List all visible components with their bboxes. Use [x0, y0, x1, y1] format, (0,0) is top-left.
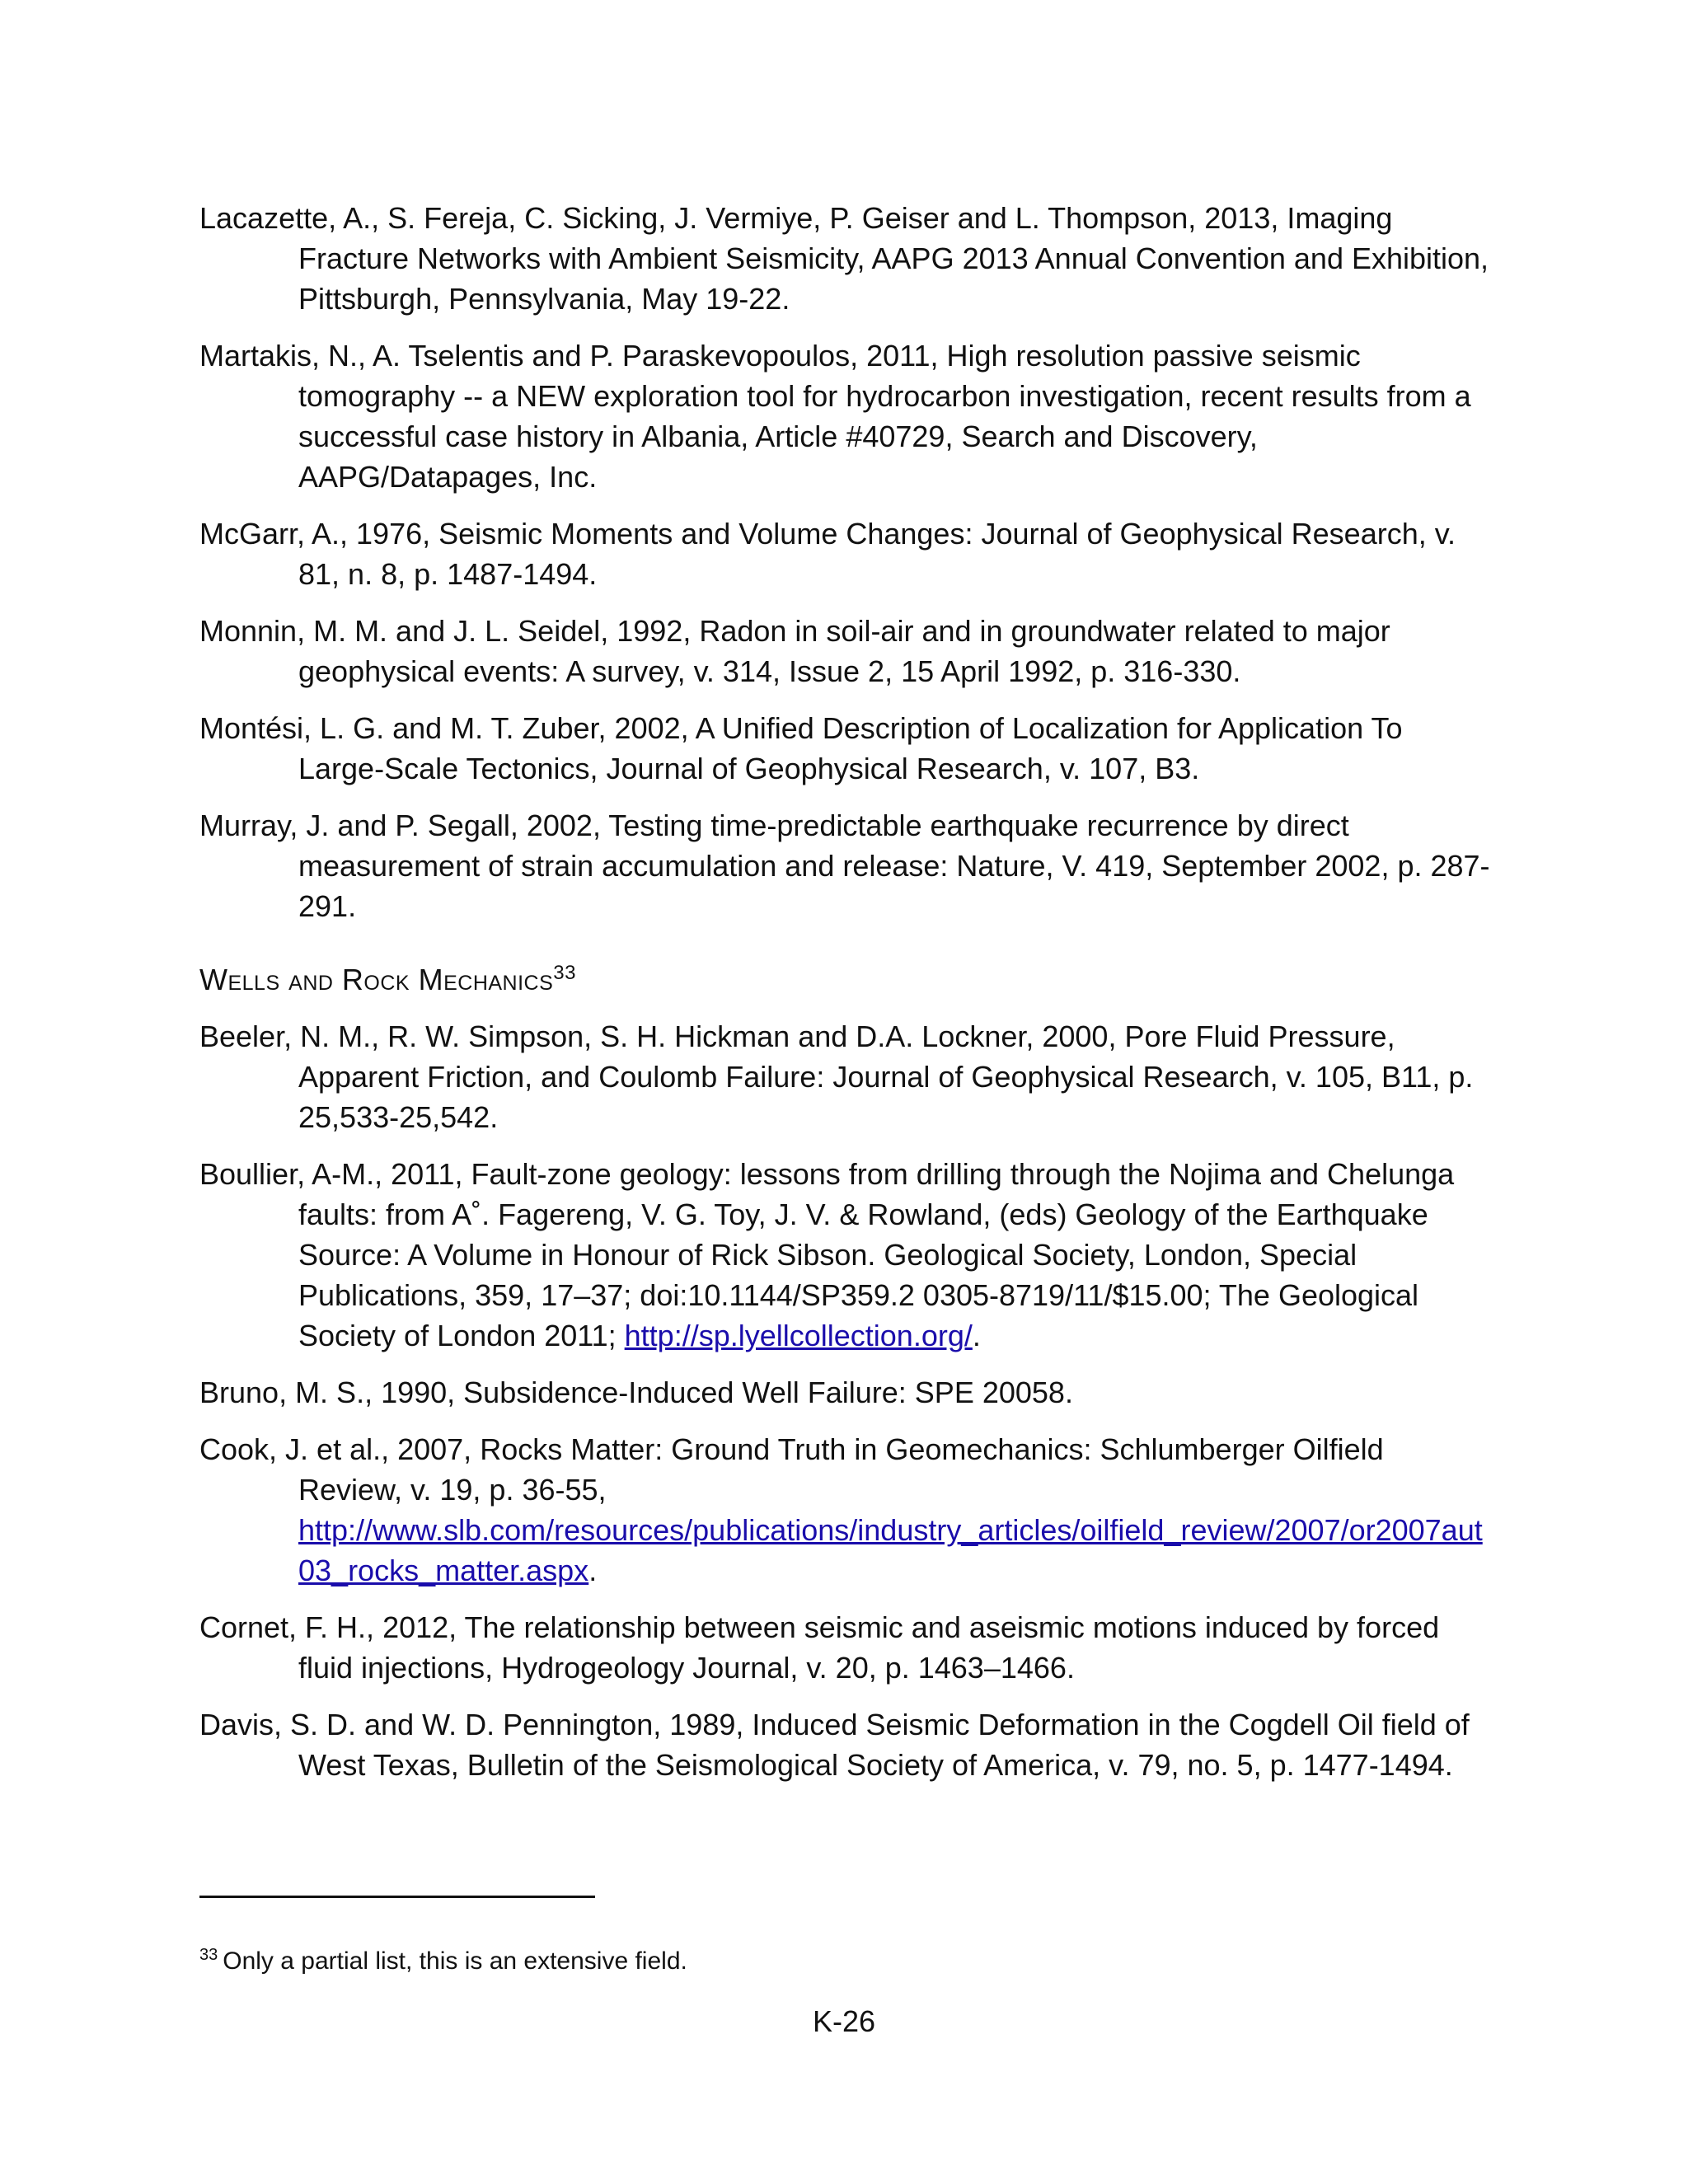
reference-link[interactable]: http://www.slb.com/resources/publications/industry_articles/oilfield_review/2007/or2007aut03_rocks_matter.aspx [298, 1513, 1483, 1587]
page-number: K-26 [812, 2004, 876, 2038]
reference-entry: Beeler, N. M., R. W. Simpson, S. H. Hickman and D.A. Lockner, 2000, Pore Fluid Pressure, Apparent Friction, and Coulomb Failure: Journal of Geophysical Research, v. 105, B11, p. 25,533-25,542. [199, 1019, 1474, 1134]
footnote-marker: 33 [199, 1946, 218, 1964]
footnote-text: Only a partial list, this is an extensive field. [223, 1947, 687, 1975]
reference-entry: Murray, J. and P. Segall, 2002, Testing time-predictable earthquake recurrence by direct measurement of strain accumulation and release: Nature, V. 419, September 2002, p. 287-291. [199, 808, 1490, 923]
section-heading [199, 959, 1495, 1000]
reference-entry: Martakis, N., A. Tselentis and P. Paraskevopoulos, 2011, High resolution passive seismic tomography -- a NEW exploration tool for hydrocarbon investigation, recent results from a successful case history in Albania, Article #40729, Search and Discovery, AAPG/Datapages, Inc. [199, 339, 1471, 494]
reference-link[interactable]: http://sp.lyellcollection.org/ [624, 1319, 973, 1352]
reference-entry [199, 1429, 1495, 1591]
reference-entry: Montési, L. G. and M. T. Zuber, 2002, A Unified Description of Localization for Application To Large-Scale Tectonics, Journal of Geophysical Research, v. 107, B3. [199, 711, 1403, 785]
footnote [199, 1945, 687, 1978]
reference-entry: Lacazette, A., S. Fereja, C. Sicking, J. Vermiye, P. Geiser and L. Thompson, 2013, Imaging Fracture Networks with Ambient Seismicity, AAPG 2013 Annual Convention and Exhibition, Pittsburgh, Pennsylvania, May 19-22. [199, 201, 1489, 316]
reference-text: Cook, J. et al., 2007, Rocks Matter: Ground Truth in Geomechanics: Schlumberger Oilfield Review, v. 19, p. 36-55, [199, 1432, 1384, 1507]
references-content [199, 198, 1495, 1802]
reference-entry: McGarr, A., 1976, Seismic Moments and Volume Changes: Journal of Geophysical Research, v. 81, n. 8, p. 1487-1494. [199, 517, 1456, 591]
footnote-reference[interactable]: 33 [553, 962, 576, 984]
footnote-divider [199, 1896, 595, 1898]
section-heading-text: Wells and Rock Mechanics [199, 963, 554, 996]
reference-tail: . [972, 1319, 981, 1352]
reference-entry: Davis, S. D. and W. D. Pennington, 1989, Induced Seismic Deformation in the Cogdell Oil field of West Texas, Bulletin of the Seismological Society of America, v. 79, no. 5, p. 1477-1494. [199, 1708, 1470, 1782]
reference-entry: Cornet, F. H., 2012, The relationship between seismic and aseismic motions induced by forced fluid injections, Hydrogeology Journal, v. 20, p. 1463–1466. [199, 1610, 1440, 1685]
reference-entry [199, 1154, 1495, 1356]
reference-tail: . [588, 1554, 598, 1587]
reference-entry: Bruno, M. S., 1990, Subsidence-Induced Well Failure: SPE 20058. [199, 1376, 1073, 1409]
reference-text: Boullier, A-M., 2011, Fault-zone geology: lessons from drilling through the Nojima and Chelunga faults: from A˚. Fagereng, V. G. Toy, J. V. & Rowland, (eds) Geology of the Earthquake Source: A Volume in Honour of Rick Sibson. Geological Society, London, Special Publications, 359, 17–37; doi:10.1144/SP359.2 0305-8719/11/$15.00; The Geological Society of London 2011; [199, 1157, 1455, 1352]
reference-entry: Monnin, M. M. and J. L. Seidel, 1992, Radon in soil-air and in groundwater related to major geophysical events: A survey, v. 314, Issue 2, 15 April 1992, p. 316-330. [199, 614, 1390, 688]
